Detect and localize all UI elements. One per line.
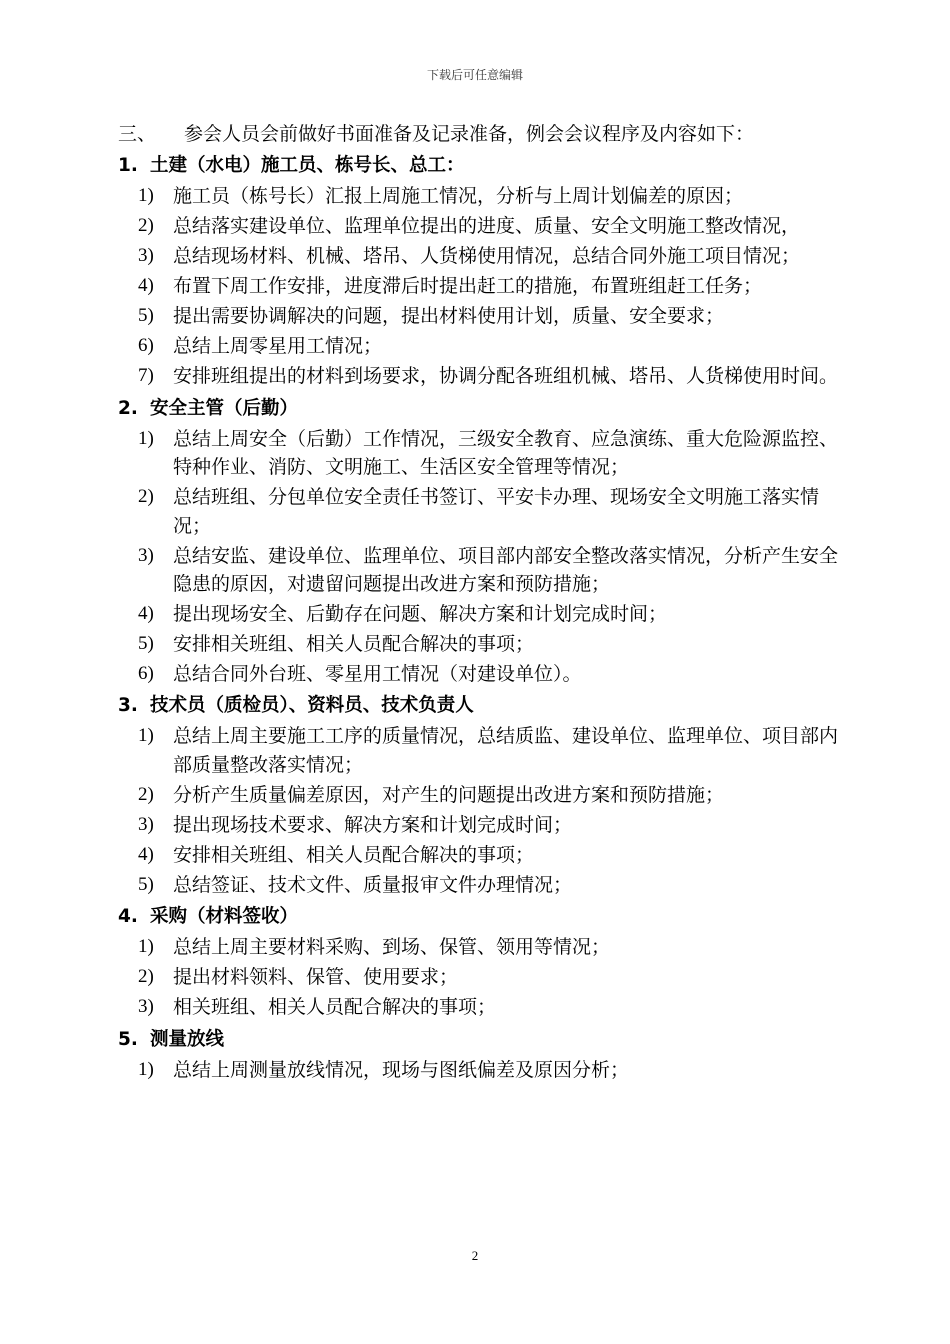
section-number: 1. [118, 155, 138, 177]
list-item [118, 212, 848, 240]
intro-text: 参会人员会前做好书面准备及记录准备，例会会议程序及内容如下： [184, 123, 755, 145]
item-number: 2) [138, 215, 154, 237]
item-text: 总结上周安全（后勤）工作情况，三级安全教育、应急演练、重大危险源监控、特种作业、消防、文明施工、生活区安全管理等情况； [173, 427, 839, 479]
item-number: 1) [138, 725, 154, 747]
item-text: 施工员（栋号长）汇报上周施工情况，分析与上周计划偏差的原因； [173, 185, 744, 208]
section-number: 5. [118, 1028, 138, 1050]
section-number: 3. [118, 695, 138, 717]
item-text: 提出现场技术要求、解决方案和计划完成时间； [173, 813, 573, 836]
section-title [118, 150, 848, 182]
intro-paragraph [118, 120, 848, 148]
item-text: 分析产生质量偏差原因，对产生的问题提出改进方案和预防措施； [173, 783, 725, 806]
item-number: 4) [138, 603, 154, 625]
item-text: 提出现场安全、后勤存在问题、解决方案和计划完成时间； [173, 603, 668, 626]
list-item [118, 963, 848, 991]
item-number: 3) [138, 996, 154, 1018]
item-text: 安排相关班组、相关人员配合解决的事项； [173, 843, 535, 866]
list-item [118, 1056, 848, 1084]
list-item [118, 630, 848, 658]
item-number: 3) [138, 245, 154, 267]
section-items [118, 425, 848, 689]
list-item [118, 933, 848, 961]
item-number: 2) [138, 966, 154, 988]
list-item [118, 811, 848, 839]
item-number: 1) [138, 427, 154, 449]
list-item [118, 362, 848, 390]
item-text: 总结上周主要材料采购、到场、保管、领用等情况； [173, 936, 611, 959]
page-number: 2 [471, 1248, 479, 1263]
item-number: 5) [138, 633, 154, 655]
item-text: 总结合同外台班、零星用工情况（对建设单位）。 [173, 663, 582, 686]
section-title-text: 测量放线 [150, 1028, 225, 1050]
list-item [118, 242, 848, 270]
list-item [118, 871, 848, 899]
item-text: 安排班组提出的材料到场要求，协调分配各班组机械、塔吊、人货梯使用时间。 [173, 365, 839, 388]
section-title [118, 901, 848, 933]
section-title-text: 采购（材料签收） [150, 906, 299, 928]
section-number: 4. [118, 906, 138, 928]
section-title [118, 393, 848, 425]
list-item [118, 660, 848, 688]
item-text: 总结落实建设单位、监理单位提出的进度、质量、安全文明施工整改情况， [173, 215, 801, 238]
list-item [118, 600, 848, 628]
item-text: 总结上周零星用工情况； [173, 335, 383, 358]
item-number: 1) [138, 936, 154, 958]
section-title-text: 安全主管（后勤） [150, 397, 299, 419]
item-text: 总结安监、建设单位、监理单位、项目部内部安全整改落实情况，分析产生安全隐患的原因，对遗留问题提出改进方案和预防措施； [173, 544, 839, 596]
section-title-text: 技术员（质检员）、资料员、技术负责人 [150, 695, 474, 717]
list-item [118, 302, 848, 330]
item-number: 2) [138, 783, 154, 805]
item-number: 5) [138, 305, 154, 327]
item-text: 安排相关班组、相关人员配合解决的事项； [173, 633, 535, 656]
item-number: 4) [138, 275, 154, 297]
item-number: 3) [138, 544, 154, 566]
list-item [118, 841, 848, 869]
item-text: 总结班组、分包单位安全责任书签订、平安卡办理、现场安全文明施工落实情况； [173, 486, 820, 537]
item-text: 提出需要协调解决的问题，提出材料使用计划，质量、安全要求； [173, 305, 725, 328]
item-text: 总结上周主要施工工序的质量情况，总结质监、建设单位、监理单位、项目部内部质量整改落实情况； [173, 725, 839, 776]
item-number: 4) [138, 843, 154, 865]
item-number: 6) [138, 335, 154, 357]
list-item [118, 722, 848, 779]
item-number: 6) [138, 663, 154, 685]
item-number: 3) [138, 813, 154, 835]
section-title [118, 690, 848, 722]
list-item [118, 182, 848, 210]
list-item [118, 542, 848, 599]
section-title-text: 土建（水电）施工员、栋号长、总工： [150, 155, 465, 177]
list-item [118, 425, 848, 482]
list-item [118, 332, 848, 360]
item-text: 相关班组、相关人员配合解决的事项； [173, 996, 497, 1019]
list-item [118, 993, 848, 1021]
item-number: 1) [138, 1058, 154, 1080]
page-header: 下载后可任意编辑 [426, 68, 523, 82]
item-text: 布置下周工作安排，进度滞后时提出赶工的措施，布置班组赶工任务； [173, 275, 763, 298]
section-title [118, 1024, 848, 1056]
item-text: 总结现场材料、机械、塔吊、人货梯使用情况，总结合同外施工项目情况； [173, 245, 801, 268]
item-number: 1) [138, 185, 154, 207]
section-number: 2. [118, 397, 138, 419]
item-number: 2) [138, 486, 154, 508]
intro-number: 三、 [118, 123, 157, 145]
document-body [118, 120, 848, 1086]
item-text: 总结签证、技术文件、质量报审文件办理情况； [173, 873, 573, 896]
item-text: 提出材料领料、保管、使用要求； [173, 966, 459, 989]
section-items [118, 1056, 848, 1084]
item-number: 7) [138, 365, 154, 387]
section-items [118, 722, 848, 899]
item-text: 总结上周测量放线情况，现场与图纸偏差及原因分析； [173, 1058, 630, 1081]
section-items [118, 933, 848, 1021]
list-item [118, 781, 848, 809]
item-number: 5) [138, 873, 154, 895]
list-item [118, 483, 848, 540]
list-item [118, 272, 848, 300]
section-items [118, 182, 848, 390]
